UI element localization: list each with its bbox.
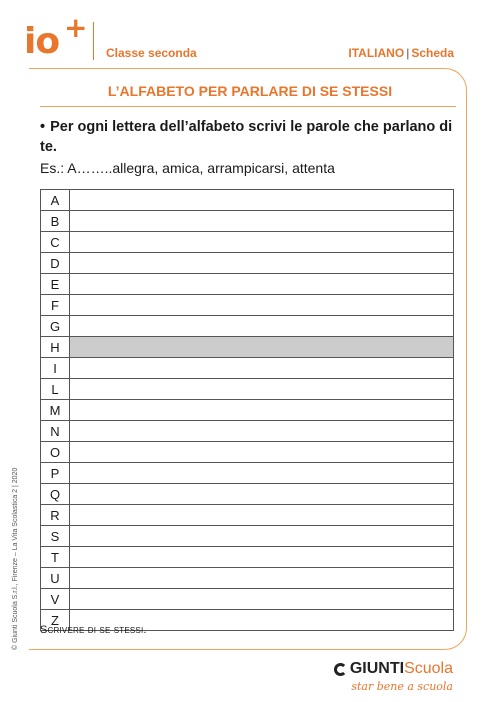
table-row xyxy=(41,337,454,358)
table-row xyxy=(41,316,454,337)
brand-name xyxy=(334,660,453,678)
row-letter: B xyxy=(41,211,70,232)
row-letter: G xyxy=(41,316,70,337)
instruction xyxy=(40,117,460,157)
row-letter: U xyxy=(41,568,70,589)
row-letter: N xyxy=(41,421,70,442)
footnote: Scrivere di se stessi. xyxy=(40,624,147,636)
table-row xyxy=(41,274,454,295)
row-letter: S xyxy=(41,526,70,547)
class-label: Classe seconda xyxy=(106,46,197,60)
table-row xyxy=(41,400,454,421)
doc-type: Scheda xyxy=(411,46,454,60)
table-row xyxy=(41,421,454,442)
subject-separator: | xyxy=(406,46,410,60)
table-row xyxy=(41,379,454,400)
row-letter: P xyxy=(41,463,70,484)
write-line[interactable] xyxy=(70,421,454,442)
write-line[interactable] xyxy=(70,400,454,421)
subject-name: ITALIANO xyxy=(348,46,405,60)
table-row xyxy=(41,211,454,232)
giunti-scuola-logo xyxy=(334,660,453,694)
table-row xyxy=(41,442,454,463)
row-letter: D xyxy=(41,253,70,274)
table-row xyxy=(41,568,454,589)
table-row xyxy=(41,484,454,505)
write-line[interactable] xyxy=(70,379,454,400)
table-row xyxy=(41,295,454,316)
write-line[interactable] xyxy=(70,232,454,253)
table-row xyxy=(41,547,454,568)
row-letter: I xyxy=(41,358,70,379)
write-line[interactable] xyxy=(70,589,454,610)
row-letter: M xyxy=(41,400,70,421)
table-row xyxy=(41,526,454,547)
worksheet-title: L’ALFABETO PER PARLARE DI SE STESSI xyxy=(107,83,393,99)
alphabet-table xyxy=(40,189,454,631)
write-line[interactable] xyxy=(70,316,454,337)
table-row xyxy=(41,505,454,526)
subject-label xyxy=(348,46,454,60)
example-text: Es.: A……..allegra, amica, arrampicarsi, attenta xyxy=(40,160,335,176)
write-line[interactable] xyxy=(70,505,454,526)
row-letter: H xyxy=(41,337,70,358)
row-letter: L xyxy=(41,379,70,400)
logo-text: io xyxy=(24,21,60,62)
io-plus-logo xyxy=(24,11,88,62)
title-divider xyxy=(40,106,456,107)
write-line[interactable] xyxy=(70,547,454,568)
row-letter: V xyxy=(41,589,70,610)
write-line[interactable] xyxy=(70,463,454,484)
write-line[interactable] xyxy=(70,442,454,463)
table-row xyxy=(41,358,454,379)
write-line[interactable] xyxy=(70,484,454,505)
write-line[interactable] xyxy=(70,526,454,547)
table-row xyxy=(41,463,454,484)
row-letter: C xyxy=(41,232,70,253)
write-line[interactable] xyxy=(70,274,454,295)
table-row xyxy=(41,190,454,211)
header-divider xyxy=(93,22,94,60)
table-row xyxy=(41,253,454,274)
row-letter: Q xyxy=(41,484,70,505)
bullet-icon: • xyxy=(40,119,46,135)
brand-name-part1: GIUNTI xyxy=(349,660,405,677)
row-letter: A xyxy=(41,190,70,211)
write-line[interactable] xyxy=(70,358,454,379)
giunti-g-icon xyxy=(334,663,347,676)
row-letter: F xyxy=(41,295,70,316)
logo-plus-icon: + xyxy=(64,11,88,44)
write-line[interactable] xyxy=(70,295,454,316)
row-letter: Z xyxy=(41,610,70,631)
write-line[interactable] xyxy=(70,190,454,211)
write-line[interactable] xyxy=(70,337,454,358)
copyright-text: © Giunti Scuola S.r.l., Firenze – La Vita Scolastica 2 | 2020 xyxy=(12,467,19,650)
table-row xyxy=(41,232,454,253)
brand-tagline: star bene a scuola xyxy=(351,680,453,693)
row-letter: O xyxy=(41,442,70,463)
instruction-text: Per ogni lettera dell’alfabeto scrivi le parole che parlano di te. xyxy=(40,119,453,155)
row-letter: R xyxy=(41,505,70,526)
write-line[interactable] xyxy=(70,211,454,232)
row-letter: T xyxy=(41,547,70,568)
write-line[interactable] xyxy=(70,253,454,274)
write-line[interactable] xyxy=(70,568,454,589)
table-row xyxy=(41,589,454,610)
brand-name-part2: Scuola xyxy=(404,660,453,677)
row-letter: E xyxy=(41,274,70,295)
